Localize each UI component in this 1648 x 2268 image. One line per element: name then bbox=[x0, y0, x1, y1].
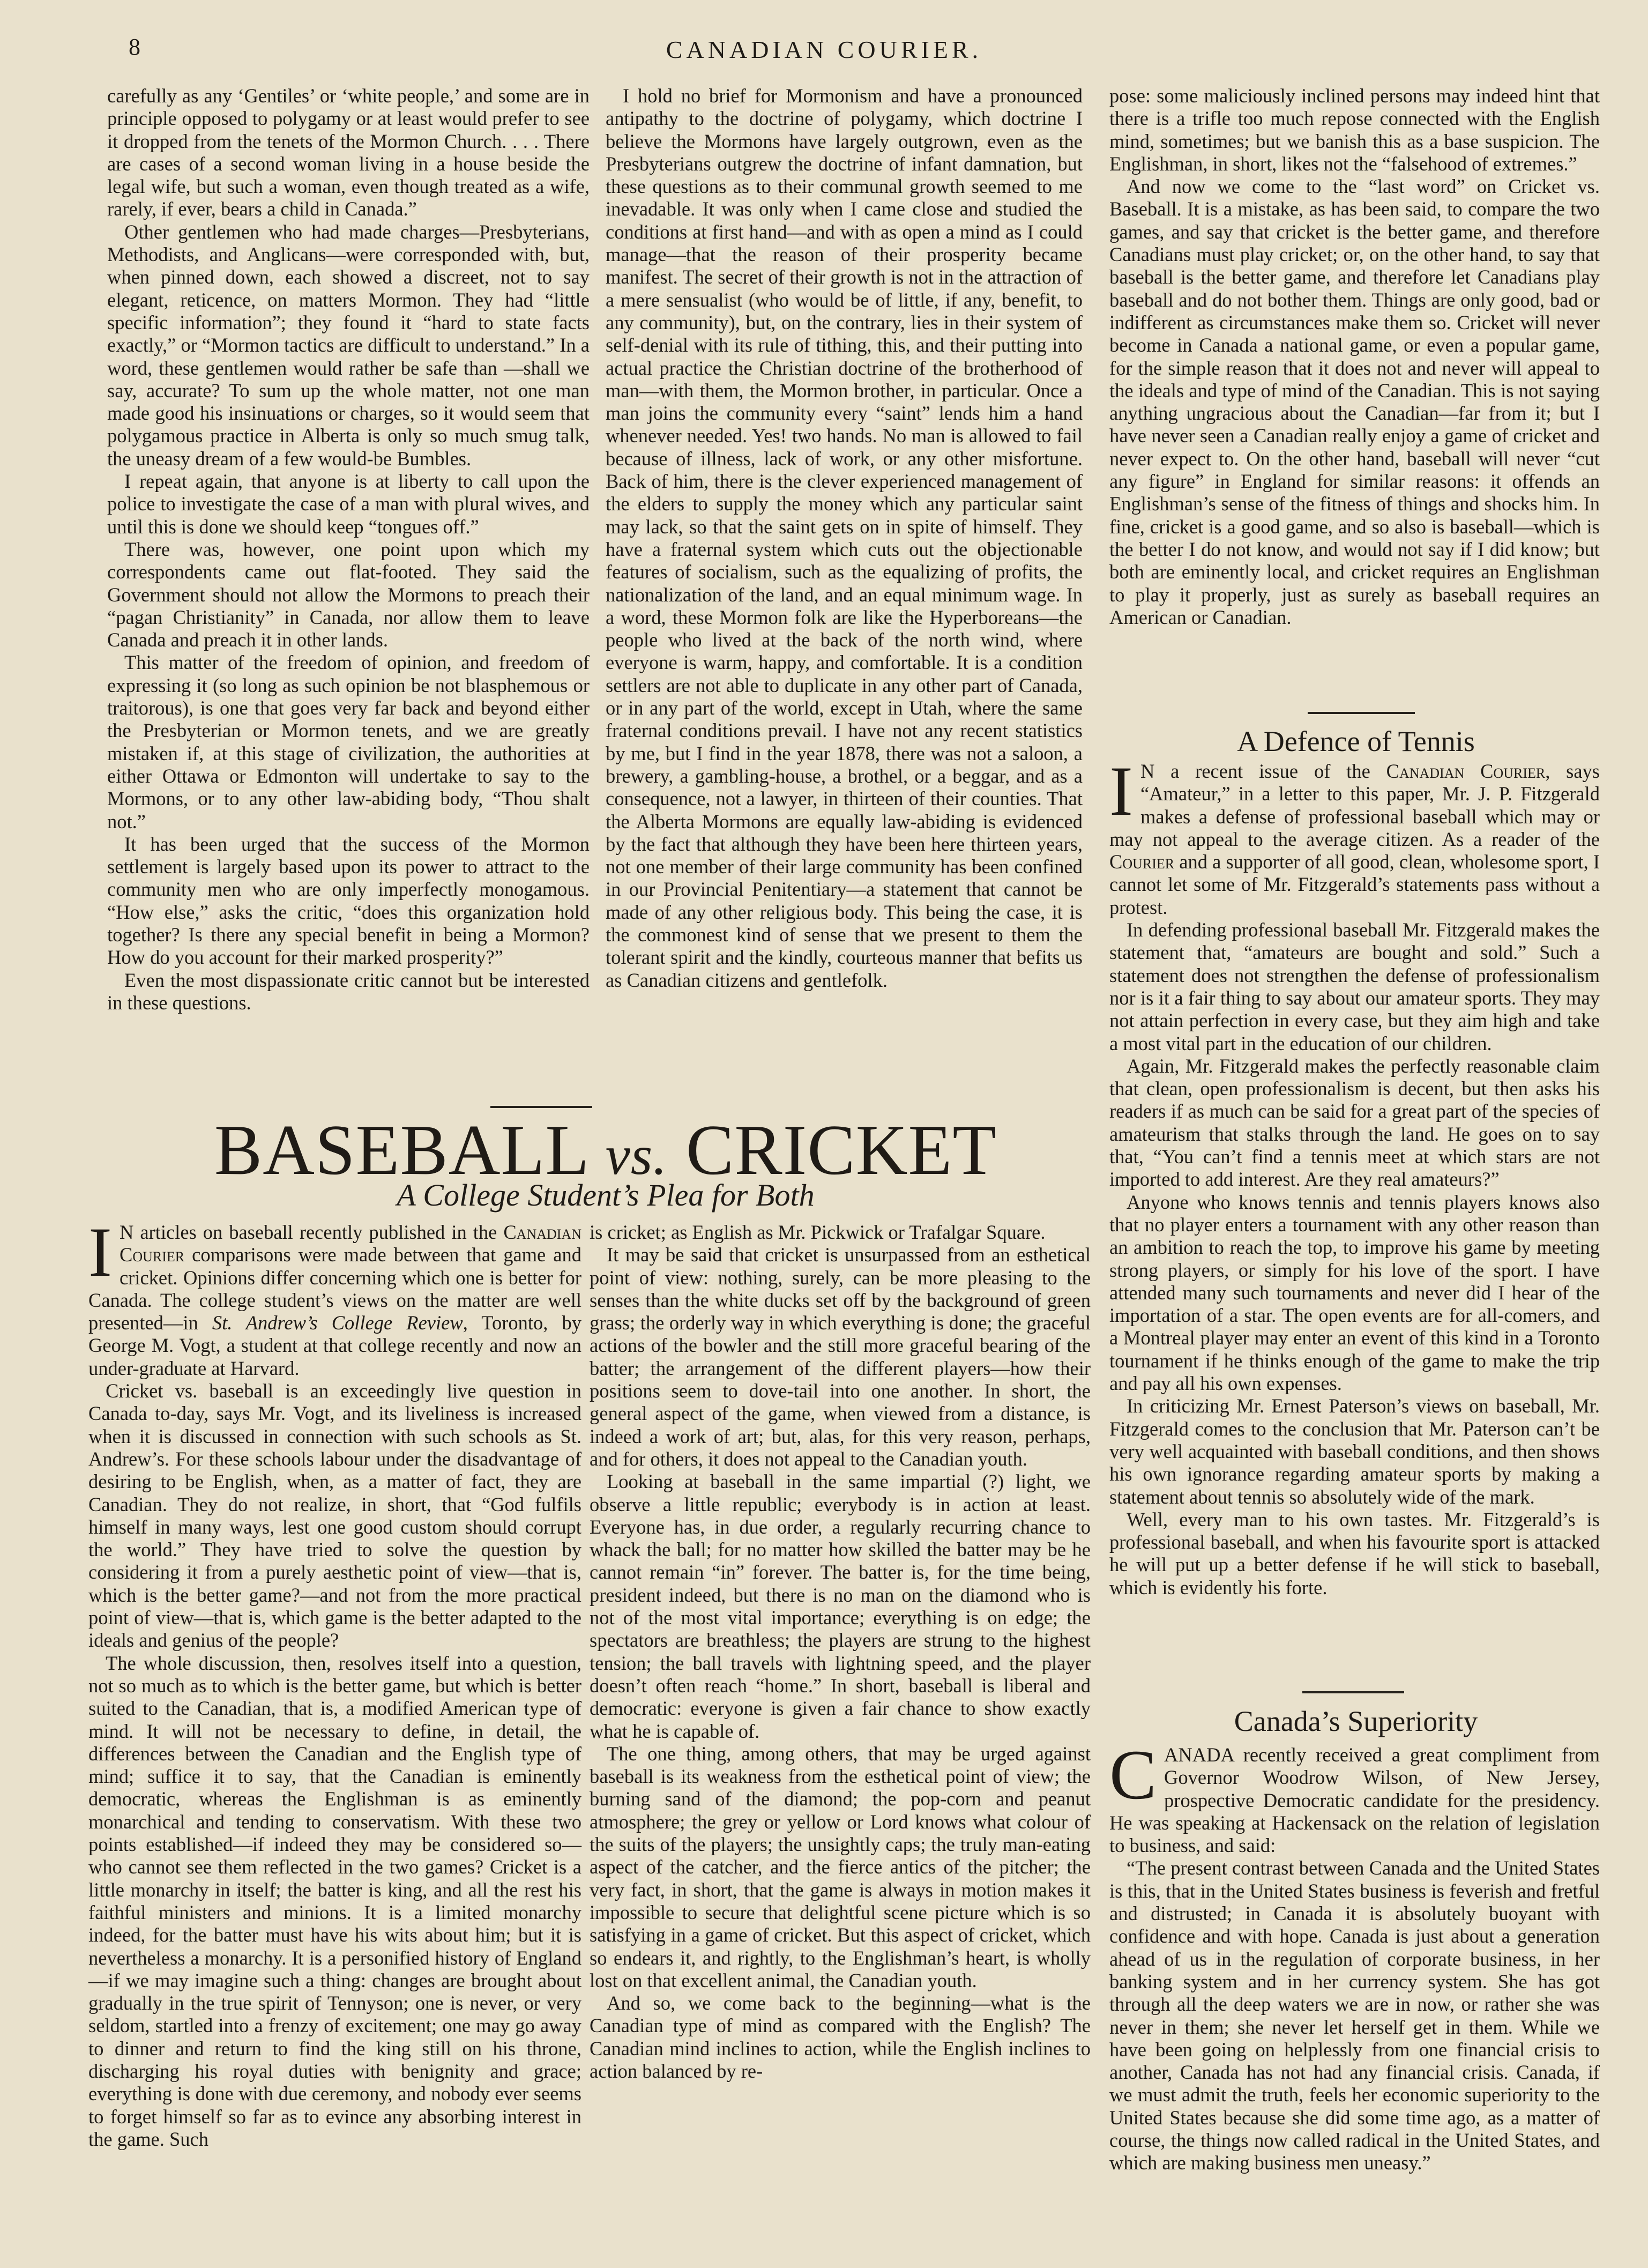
paragraph: “The present contrast between Canada and the United States is this, that in the United States business is feverish and fretful and distrusted; in Canada it is absolutely buoyant with confidence and with hope. Canada is just about a generation ahead of us in the regulation of corporate business, in her banking system and in her currency system. She has got through all the deep waters we are in now, or rather she was never in them; she never let herself get in them. While we have been going on helplessly from one financial crisis to another, Canada has not had any financial crisis. Canada, if we must admit the truth, feels her economic superiority to the United States because she did some time ago, as a matter of course, the things now called radical in the United States, and which are making business men uneasy.” bbox=[1109, 1857, 1600, 2174]
paragraph: The whole discussion, then, resolves itself into a question, not so much as to which is the better game, but which is better suited to the Canadian, that is, a modified American type of mind. It will not be necessary to define, in detail, the differences between the Canadian and the English type of mind; suffice it to say, that the Canadian is eminently democratic, whereas the Englishman is as eminently monarchical and tending to conservatism. With these two points established—if indeed they may be considered so—who cannot see them reflected in the two games? Cricket is a little monarchy in itself; the batter is king, and all the rest his faithful ministers and minions. It is a limited monarchy indeed, for the batter must have his wits about him; but it is nevertheless a monarchy. It is a personified history of England—if we may imagine such a thing: changes are brought about gradually in the true spirit of Tennyson; one is never, or very seldom, startled into a frenzy of excitement; one may go away to dinner and return to find the king still on his throne, discharging his royal duties with benignity and grace; everything is done with due ceremony, and nobody ever seems to forget himself so far as to evince any absorbing interest in the game. Such bbox=[88, 1652, 581, 2150]
superiority-article bbox=[1109, 1735, 1600, 2175]
paragraph: And now we come to the “last word” on Cricket vs. Baseball. It is a mistake, as has been said, to compare the two games, and say that cricket is the better game, and therefore Canadians must play cricket; or, on the other hand, to say that baseball is the better game, and therefore let Canadians play baseball and do not bother them. Things are only good, bad or indifferent as circumstances make them so. Cricket will never become in Canada a national game, or even a popular game, for the simple reason that it does not and never will appeal to the ideals and type of mind of the Canadian. This is not saying anything ungracious about the Canadian—far from it; but I have never seen a Canadian really enjoy a game of cricket and never expect to. On the other hand, baseball will never “cut any figure” in England for similar reasons: it offends an Englishman’s sense of the fitness of things and shocks him. In fine, cricket is a good game, and so also is baseball—which is the better I do not know, and would not say if I did know; but both are eminently local, and cricket requires an Englishman to play it properly, just as surely as baseball requires an American or Canadian. bbox=[1109, 175, 1600, 628]
article-subtitle: A College Student’s Plea for Both bbox=[397, 1178, 815, 1213]
page-number: 8 bbox=[129, 34, 140, 60]
article-lead-paragraph: I N articles on baseball recently published in the Canadian Courier comparisons were made between that game and cricket. Opinions differ concerning which one is better for Canada. The college student’s views on the matter are well presented—in St. Andrew’s College Review, Toronto, by George M. Vogt, a student at that college recently and now an under-graduate at Harvard. bbox=[88, 1213, 581, 1379]
superiority-heading: Canada’s Superiority bbox=[1234, 1705, 1478, 1737]
article-column-2 bbox=[590, 1221, 1091, 2083]
paragraph: Even the most dispassionate critic cannot but be interested in these questions. bbox=[107, 969, 590, 1014]
paragraph: Looking at baseball in the same impartial (?) light, we observe a little republic; everybody is in action at least. Everyone has, in due order, a regularly recurring chance to whack the ball; for no matter how skilled the batter may be he cannot remain “in” forever. The batter is, for the time being, president indeed, but there is no man on the diamond who is not of the most vital importance; everything is on edge; the spectators are breathless; the players are strung to the highest tension; the ball travels with lightning speed, and the player doesn’t often reach “home.” In short, baseball is liberal and democratic: everyone is given a fair chance to show exactly what he is capable of. bbox=[590, 1470, 1091, 1742]
drop-cap: C bbox=[1109, 1735, 1157, 1814]
article-column-1 bbox=[88, 1213, 581, 2151]
article-title: BASEBALL vs. CRICKET bbox=[214, 1110, 997, 1189]
column-2 bbox=[606, 85, 1083, 992]
paragraph: Well, every man to his own tastes. Mr. Fitzgerald’s is professional baseball, and when his favourite sport is attacked he will put up a better defense if he will stick to baseball, which is evidently his forte. bbox=[1109, 1508, 1600, 1598]
paragraph: This matter of the freedom of opinion, and freedom of expressing it (so long as such opinion be not blasphemous or traitorous), is one that goes very far back and beyond either the Presbyterian or Mormon tenets, and we are greatly mistaken if, at this stage of civilization, the authorities at either Ottawa or Edmonton will undertake to say to the Mormons, or to any other law-abiding body, “Thou shalt not.” bbox=[107, 651, 590, 832]
column-3 bbox=[1109, 85, 1600, 629]
drop-cap: I bbox=[1109, 752, 1133, 830]
paragraph: And so, we come back to the beginning—what is the Canadian type of mind as compared with the English? The Canadian mind inclines to action, while the English inclines to action balanced by re- bbox=[590, 1992, 1091, 2082]
paragraph: carefully as any ‘Gentiles’ or ‘white people,’ and some are in principle opposed to polygamy or at least would prefer to see it dropped from the tenets of the Mormon Church. . . . There are cases of a second woman living in a house beside the legal wife, but such a woman, even though treated as a wife, rarely, if ever, bears a child in Canada.” bbox=[107, 85, 590, 220]
paragraph: is cricket; as English as Mr. Pickwick or Trafalgar Square. bbox=[590, 1221, 1046, 1243]
publication-name: Canadian Courier bbox=[119, 1221, 581, 1266]
divider-rule bbox=[1308, 712, 1415, 714]
superiority-lead-paragraph: CANADA recently received a great compliment from Governor Woodrow Wilson, of New Jersey, prospective Democratic candidate for the presidency. He was speaking at Hackensack on the relation of legislation to business, and said: bbox=[1109, 1735, 1600, 1857]
paragraph: In defending professional baseball Mr. Fitzgerald makes the statement that, “amateurs are bought and sold.” Such a statement does not strengthen the defense of professionalism nor is it a fair thing to say about our amateur sports. They may not attain perfection in every case, but they aim high and take a most vital part in the education of our children. bbox=[1109, 919, 1600, 1054]
paragraph: It has been urged that the success of the Mormon settlement is largely based upon its power to attract to the community men who are only imperfectly monogamous. “How else,” asks the critic, “does this organization hold together? Is there any special benefit in being a Mormon? How do you account for their marked prosperity?” bbox=[107, 832, 590, 969]
drop-cap: I bbox=[88, 1213, 112, 1291]
paragraph: Anyone who knows tennis and tennis players knows also that no player enters a tournament with any other reason than an ambition to reach the top, to improve his game by meeting strong players, or simply for his love of the sport. I have attended many such tournaments and never did I hear of the importation of a star. The open events are for all-comers, and a Montreal player may enter an event of this kind in a Toronto tournament if he thinks enough of the game to make the trip and pay all his own expenses. bbox=[1109, 1191, 1600, 1395]
divider-rule bbox=[1302, 1691, 1404, 1693]
paragraph: Cricket vs. baseball is an exceedingly live question in Canada to-day, says Mr. Vogt, and its liveliness is increased when it is discussed in connection with such schools as St. Andrew’s. For these schools labour under the disadvantage of desiring to be English, when, as a matter of fact, they are Canadian. They do not realize, in short, that “God fulfils himself in many ways, lest one good custom should corrupt the world.” They have tried to solve the question by considering it from a purely aesthetic point of view—that is, which is the better game?—and not from the more practical point of view—that is, which game is the better adapted to the ideals and genius of the people? bbox=[88, 1380, 581, 1652]
paragraph: There was, however, one point upon which my correspondents came out flat-footed. They said the Government should not allow the Mormons to preach their “pagan Christianity” in Canada, nor allow them to leave Canada and preach it in other lands. bbox=[107, 538, 590, 651]
paragraph: I hold no brief for Mormonism and have a pronounced antipathy to the doctrine of polygamy, which doctrine I believe the Mormons have largely outgrown, even as the Presbyterians outgrew the doctrine of infant damnation, but these questions as to their communal growth seemed to me inevadable. It was only when I came close and studied the conditions at first hand—and with as open a mind as I could manage—that the reason of their prosperity became manifest. The secret of their growth is not in the attraction of a mere sensualist (who would be of little, if any, benefit, to any community), but, on the contrary, lies in their system of self-denial with its rule of tithing, this, and their putting into actual practice the Christian doctrine of the brotherhood of man—with them, the Mormon brother, in particular. Once a man joins the community every “saint” lends him a hand whenever needed. Yes! two hands. No man is allowed to fail because of illness, lack of work, or any other misfortune. Back of him, there is the clever experienced management of the elders to supply the money which any particular saint may lack, so that the saint gets on in spite of himself. They have a fraternal system which cuts out the objectionable features of socialism, such as the equalizing of profits, the nationalization of the land, and an equal minimum wage. In a word, these Mormon folk are like the Hyperboreans—the people who lived at the back of the north wind, where everyone is warm, happy, and comfortable. It is a condition settlers are not able to duplicate in any other part of Canada, or in any part of the world, except in Utah, where the same fraternal conditions prevail. I have not any recent statistics by me, but I find in the year 1878, there was not a saloon, a brewery, a gambling-house, a brothel, or a beggar, and as a consequence, not a lawyer, in thirteen of their counties. That the Alberta Mormons are equally law-abiding is evidenced by the fact that although they have been here thirteen years, not one member of their large community has been confined in our Provincial Penitentiary—a statement that cannot be made of any other religious body. This being the case, it is the commonest kind of sense that we present to them the tolerant spirit and the kindly, courteous manner that befits us as Canadian citizens and gentlefolk. bbox=[606, 85, 1083, 991]
publication-name: Courier bbox=[1109, 851, 1175, 873]
paragraph: Other gentlemen who had made charges—Presbyterians, Methodists, and Anglicans—were corresponded with, but, when pinned down, each showed a discreet, not to say elegant, reticence, on matters Mormon. They had “little specific information”; they found it “hard to state facts exactly,” or “Mormon tactics are difficult to understand.” In a word, these gentlemen would rather be safe than —shall we say, accurate? To sum up the whole matter, not one man made good his insinuations or charges, so it would seem that polygamous practice in Alberta is only so much smug talk, the uneasy dream of a few would-be Bumbles. bbox=[107, 220, 590, 470]
tennis-heading: A Defence of Tennis bbox=[1237, 725, 1475, 757]
paragraph: I repeat again, that anyone is at liberty to call upon the police to investigate the case of a man with plural wives, and until this is done we should keep “tongues off.” bbox=[107, 470, 590, 538]
review-title: St. Andrew’s College Review bbox=[212, 1312, 463, 1334]
paragraph: pose: some maliciously inclined persons may indeed hint that there is a trifle too much repose connected with the English mind, sometimes; but we banish this as a base suspicion. The Englishman, in short, likes not the “falsehood of extremes.” bbox=[1109, 85, 1600, 175]
paragraph: It may be said that cricket is unsurpassed from an esthetical point of view: nothing, surely, can be more pleasing to the senses than the white ducks set off by the background of green grass; the orderly way in which everything is done; the graceful actions of the bowler and the still more graceful bearing of the batter; the arrangement of the different players—how their positions seem to dove-tail into one another. In short, the general aspect of the game, when viewed from a distance, is indeed a work of art; but, alas, for this very reason, perhaps, and for others, it does not appeal to the Canadian youth. bbox=[590, 1244, 1091, 1470]
paragraph: The one thing, among others, that may be urged against baseball is its weakness from the esthetical point of view; the burning sand of the diamond; the pop-corn and peanut atmosphere; the grey or yellow or Lord knows what colour of the suits of the players; the unsightly caps; the truly man-eating aspect of the catcher, and the fierce antics of the pitcher; the very fact, in short, that the game is always in motion makes it impossible to secure that delightful scene picture which is so satisfying in a game of cricket. But this aspect of cricket, which so endears it, and rightly, to the Englishman’s heart, is wholly lost on that excellent animal, the Canadian youth. bbox=[590, 1742, 1091, 1991]
publication-name: Canadian Courier bbox=[1386, 760, 1546, 782]
paragraph: In criticizing Mr. Ernest Paterson’s views on baseball, Mr. Fitzgerald comes to the conclusion that Mr. Paterson can’t be very well acquainted with baseball conditions, and then shows his own ignorance regarding amateur sports by making a statement about tennis so absolutely wide of the mark. bbox=[1109, 1395, 1600, 1508]
column-1 bbox=[107, 85, 590, 1014]
tennis-lead-paragraph: I N a recent issue of the Canadian Courier, says “Amateur,” in a letter to this paper, Mr. J. P. Fitzgerald makes a defense of professional baseball which may or may not appeal to the average citizen. As a reader of the Courier and a supporter of all good, clean, wholesome sport, I cannot let some of Mr. Fitzgerald’s statements pass without a protest. bbox=[1109, 752, 1600, 918]
running-head: CANADIAN COURIER. bbox=[666, 36, 982, 63]
paragraph: Again, Mr. Fitzgerald makes the perfectly reasonable claim that clean, open professionalism is decent, but then asks his readers if as much can be said for a great part of the species of amateurism that stalks through the land. He goes on to say that, “You can’t find a tennis meet at which stars are not imported to add interest. Are they real amateurs?” bbox=[1109, 1054, 1600, 1191]
